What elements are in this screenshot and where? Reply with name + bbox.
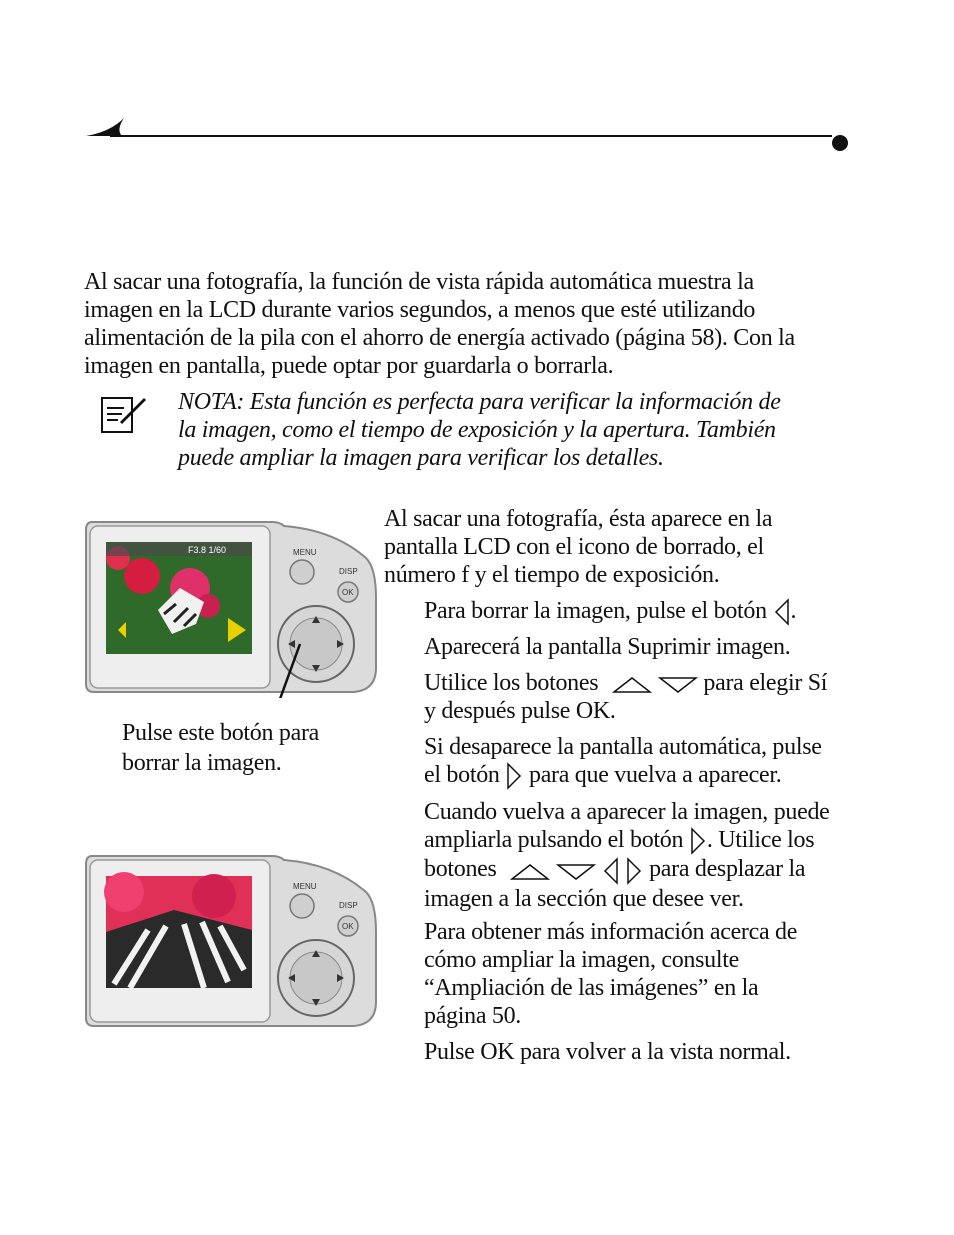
left-arrow-icon [773, 598, 791, 626]
callout-line-2: borrar la imagen. [122, 750, 282, 776]
step-2-text: Aparecerá la pantalla Suprimir imagen. [424, 634, 791, 660]
step-4 [424, 733, 854, 790]
right-arrow-icon [505, 762, 523, 790]
step-3 [424, 669, 854, 725]
step-6-text-b: cómo ampliar la imagen, consulte [424, 947, 739, 973]
step-1-end: . [790, 598, 797, 624]
intro-line: imagen en la LCD durante varios segundos, a menos que esté utilizando [84, 297, 756, 323]
step-4-text-b: el botón [424, 762, 500, 788]
step-5-text-a: Cuando vuelva a aparecer la imagen, puede [424, 799, 830, 825]
note-line: la imagen, como el tiempo de exposición y la apertura. También [178, 417, 776, 443]
step-3-text-a: Utilice los botones [424, 670, 599, 696]
ok-label: OK [342, 588, 354, 597]
step-6 [424, 918, 854, 1030]
swoosh-icon [86, 118, 124, 136]
disp-label: DISP [339, 901, 358, 910]
header-rule [80, 110, 860, 160]
camera-illustration-review [84, 518, 378, 698]
note-line: puede ampliar la imagen para verificar los detalles. [178, 445, 664, 471]
camera-illustration-zoom [84, 852, 378, 1032]
step-6-text-a: Para obtener más información acerca de [424, 919, 798, 945]
lead-paragraph [384, 505, 854, 589]
step-3-text-c: y después pulse OK. [424, 698, 616, 724]
menu-label: MENU [293, 882, 317, 891]
step-4-text-c: para que vuelva a aparecer. [529, 762, 782, 788]
ok-label: OK [342, 922, 354, 931]
note-block [178, 388, 858, 472]
intro-line: Al sacar una fotografía, la función de vista rápida automática muestra la [84, 269, 754, 295]
end-dot-icon [832, 135, 848, 151]
step-6-text-d: página 50. [424, 1003, 521, 1029]
lead-line: número f y el tiempo de exposición. [384, 562, 720, 588]
step-1-text: Para borrar la imagen, pulse el botón [424, 598, 767, 624]
left-arrow-icon [602, 857, 620, 885]
intro-line: imagen en pantalla, puede optar por guardarla o borrarla. [84, 353, 614, 379]
down-arrow-icon [556, 861, 596, 881]
intro-paragraph [84, 268, 864, 380]
step-2 [424, 633, 854, 661]
disp-label: DISP [339, 567, 358, 576]
intro-line: alimentación de la pila con el ahorro de energía activado (página 58). Con la [84, 325, 795, 351]
lead-line: Al sacar una fotografía, ésta aparece en la [384, 506, 773, 532]
lead-line: pantalla LCD con el icono de borrado, el [384, 534, 764, 560]
menu-button[interactable] [290, 560, 314, 584]
step-5-text-c: . Utilice los [706, 827, 815, 853]
step-7-text: Pulse OK para volver a la vista normal. [424, 1039, 791, 1065]
up-arrow-icon [510, 861, 550, 881]
svg-text:F3.8 1/60: F3.8 1/60 [188, 545, 227, 555]
step-7 [424, 1038, 854, 1066]
callout-caption [122, 718, 362, 778]
note-line: NOTA: Esta función es perfecta para verificar la información de [178, 389, 781, 415]
down-arrow-icon [658, 674, 698, 694]
step-1 [424, 597, 854, 626]
up-arrow-icon [612, 674, 652, 694]
right-arrow-icon [625, 857, 643, 885]
callout-line-1: Pulse este botón para [122, 720, 319, 746]
menu-label: MENU [293, 548, 317, 557]
step-5-text-f: imagen a la sección que desee ver. [424, 885, 744, 912]
step-6-text-c: “Ampliación de las imágenes” en la [424, 975, 759, 1001]
step-5 [424, 798, 854, 913]
step-3-text-b: para elegir Sí [703, 670, 828, 696]
step-5-text-e: para desplazar la [649, 856, 806, 883]
step-5-text-d: botones [424, 856, 497, 883]
step-4-text-a: Si desaparece la pantalla automática, pulse [424, 734, 822, 760]
right-arrow-icon [689, 827, 707, 855]
step-5-text-b: ampliarla pulsando el botón [424, 827, 684, 853]
menu-button[interactable] [290, 894, 314, 918]
note-icon [100, 394, 148, 436]
